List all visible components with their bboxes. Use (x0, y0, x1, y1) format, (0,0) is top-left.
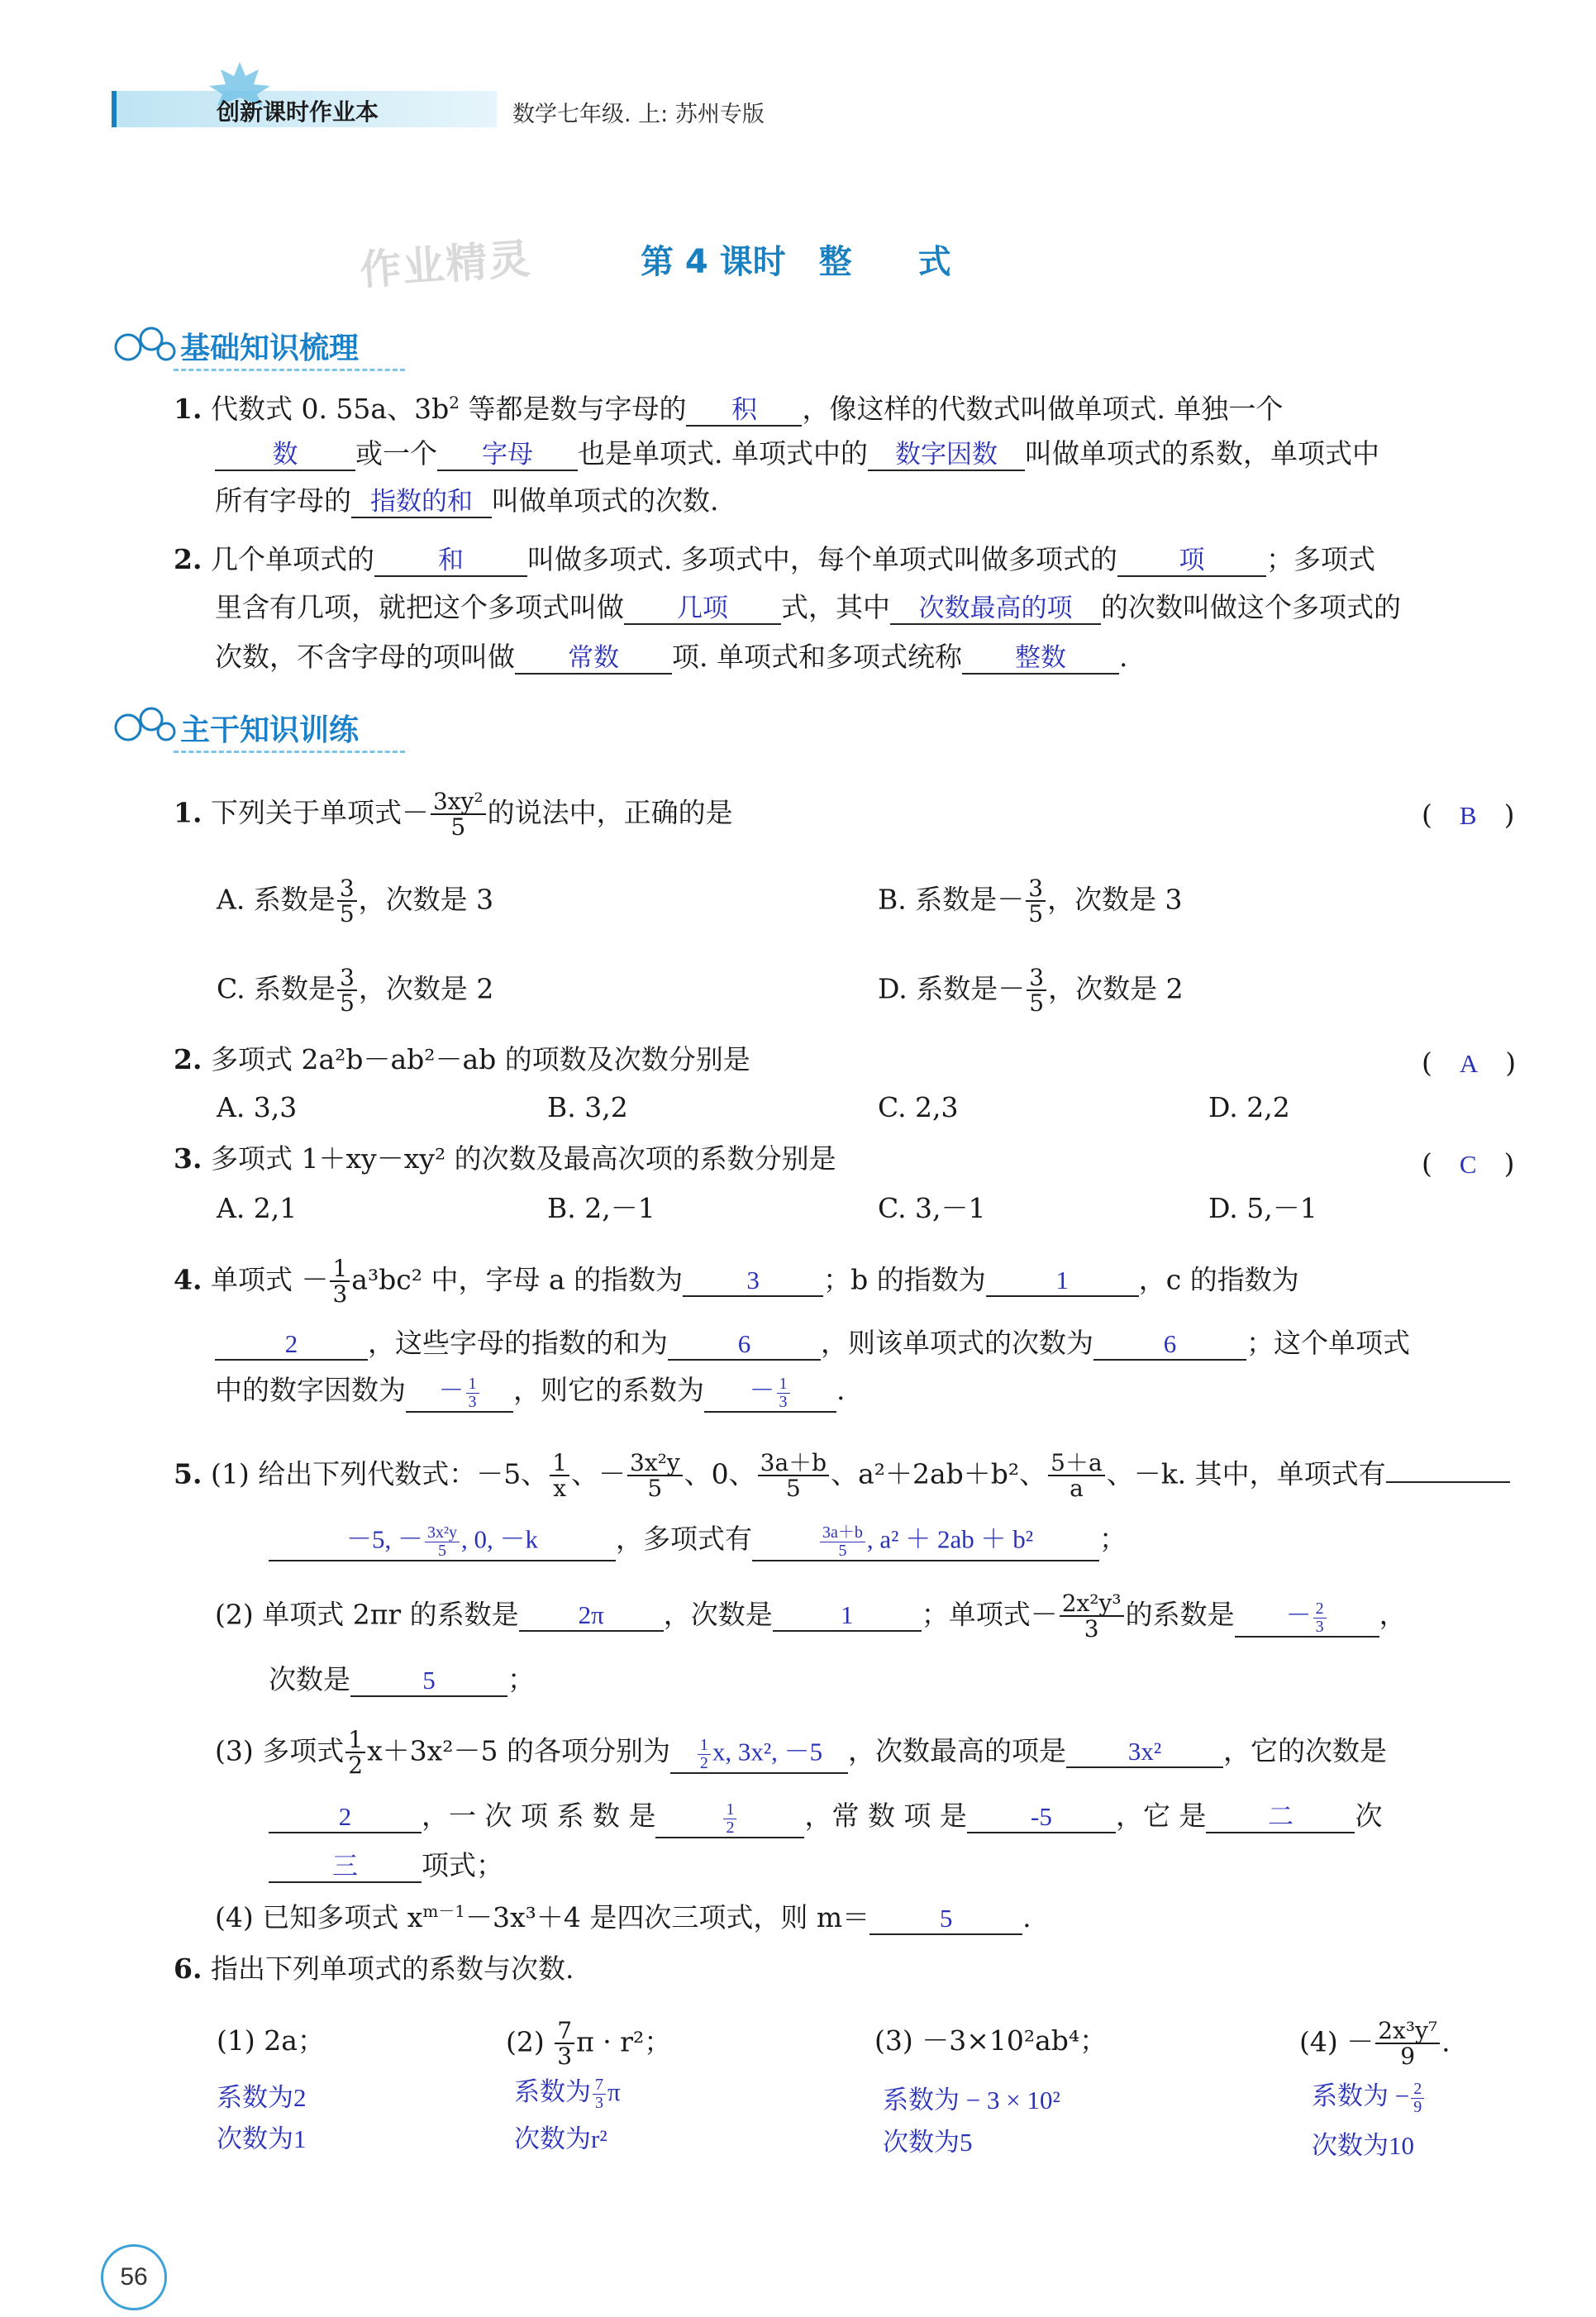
answer-blank: － $\frac{2}{3}$ (1235, 1600, 1379, 1638)
answer-blank: 和 (374, 546, 527, 577)
main-q5-part3-line2: 2 ，一 次 项 系 数 是 $\frac{1}{2}$ ，常 数 项 是 -5 ，它 是 二 次 (269, 1798, 1382, 1838)
main-q1-option-d: D. 系数是－ $\frac{3}{5}$ ，次数是 2 (878, 964, 1184, 1018)
answer-blank: 项 (1117, 546, 1266, 577)
answer-blank: 二 (1206, 1802, 1355, 1833)
main-q3-option-a: A. 2,1 (217, 1192, 298, 1224)
answer-blank: 1 (773, 1600, 922, 1632)
basic-q1-line1: 1. 代数式 0. 55a、$3b^2$ 等都是数与字母的 积 ，像这样的代数式叫做单项式. 单独一个 (174, 393, 1284, 425)
main-q2-stem: 2. 多项式 2a²b－ab²－ab 的项数及次数分别是 (174, 1043, 750, 1075)
answer-blank: -5 (967, 1802, 1116, 1833)
answer-blank: 3x² (1066, 1737, 1223, 1768)
main-q1-option-c: C. 系数是 $\frac{3}{5}$ ，次数是 2 (217, 964, 494, 1018)
section-basic-title: 基础知识梳理 (180, 331, 360, 365)
section-decoration-icon (112, 698, 178, 748)
answer-blank: $\frac{3a+b}{5}$ , a² ＋ 2ab ＋ b² (752, 1524, 1099, 1561)
main-q4-line1: 4. 单项式 － $\frac{1}{3}$ a³bc² 中，字母 a 的指数为 3 ；b 的指数为 1 ，c 的指数为 (174, 1255, 1299, 1309)
answer-blank: － $\frac{1}{3}$ (704, 1375, 836, 1413)
answer-blank: 几项 (624, 594, 781, 625)
answer-blank: 指数的和 (351, 487, 492, 518)
main-q4-line3: 中的数字因数为 － $\frac{1}{3}$ ，则它的系数为 － $\frac{1}{3}$ . (215, 1374, 846, 1412)
answer-blank: 字母 (437, 440, 578, 471)
main-q4-line2: 2 ，这些字母的指数的和为 6 ，则该单项式的次数为 6 ；这个单项式 (215, 1325, 1410, 1361)
answer-blank: 整数 (962, 643, 1119, 675)
main-q6-answer4-coef: 系数为 − $\frac{2}{9}$ (1312, 2075, 1426, 2116)
main-q3-option-b: B. 2,－1 (547, 1192, 655, 1224)
main-q6-item2: (2) $\frac{7}{3}$ π · r²； (506, 2017, 672, 2071)
main-q6-answer3-degree: 次数为5 (883, 2128, 973, 2157)
main-q2-option-d: D. 2,2 (1208, 1091, 1290, 1123)
main-q5-part1-line2: －5, － $\frac{\text{3x²y}}{5}$ , 0, －k ，多项式有 $\frac{3a+b}{5}$ , a² ＋ 2ab ＋ b² ； (269, 1521, 1127, 1561)
answer-blank: 3 (683, 1266, 823, 1297)
main-q5-part4: (4) 已知多项式 $x^{m-1}-3x^3+4$ 是四次三项式，则 m＝ 5 . (215, 1901, 1031, 1933)
watermark: 作业精灵 (358, 234, 534, 295)
main-q5-part2-line1: (2) 单项式 2πr 的系数是 2π ，次数是 1 ；单项式－ $\frac{\text{2x²y³}}{3}$ 的系数是 － $\frac{2}{3}$ ， (215, 1590, 1407, 1643)
answer-blank: 数字因数 (868, 440, 1025, 471)
main-q1-answer-paren: ( B ) (1422, 799, 1515, 831)
answer-blank: 积 (686, 395, 802, 427)
main-q5-part3-line1: (3) 多项式 $\frac{1}{2}$ x＋3x²－5 的各项分别为 $\frac{1}{2}$ x, 3x², －5 ，次数最高的项是 3x² ，它的次数是 (215, 1726, 1387, 1780)
section-basic-underline (174, 369, 405, 371)
basic-q2-line2: 里含有几项，就把这个多项式叫做 几项 式，其中 次数最高的项 的次数叫做这个多项式的 (215, 591, 1401, 623)
section-main-underline (174, 751, 405, 753)
answer-blank: $\frac{1}{2}$ (655, 1801, 804, 1838)
main-q6-answer4-degree: 次数为10 (1312, 2131, 1414, 2160)
main-q1-option-a: A. 系数是 $\frac{3}{5}$ ，次数是 3 (217, 875, 494, 928)
main-q5-part2-line2: 次数是 5 ； (269, 1663, 535, 1695)
main-q2-option-b: B. 3,2 (547, 1091, 628, 1123)
answer-blank: 5 (350, 1666, 507, 1697)
answer-blank: 6 (668, 1329, 821, 1361)
page-number: 56 (101, 2244, 167, 2310)
main-q1-option-b: B. 系数是－ $\frac{3}{5}$ ，次数是 3 (878, 875, 1183, 928)
basic-q1-line3: 所有字母的 指数的和 叫做单项式的次数. (215, 484, 719, 517)
section-main-title: 主干知识训练 (180, 713, 360, 747)
main-q5-part3-line3: 三 项式； (269, 1847, 503, 1884)
basic-q2-line3: 次数，不含字母的项叫做 常数 项. 单项式和多项式统称 整数 . (215, 641, 1128, 673)
answer-blank: 1 (986, 1266, 1139, 1297)
main-q6-answer3-coef: 系数为 − 3 × 10² (883, 2086, 1060, 2114)
main-q6-item1: (1) 2a； (217, 2024, 325, 2057)
main-q3-option-d: D. 5,－1 (1208, 1192, 1317, 1224)
section-decoration-icon (112, 318, 178, 368)
answer-blank: 常数 (515, 643, 672, 675)
book-title: 创新课时作业本 (217, 98, 379, 126)
main-q6-answer2-degree: 次数为r² (514, 2124, 607, 2153)
main-q3-answer-paren: ( C ) (1422, 1147, 1515, 1180)
main-q6-item3: (3) －3×10²ab⁴； (874, 2024, 1108, 2057)
basic-q2-line1: 2. 几个单项式的 和 叫做多项式. 多项式中，每个单项式叫做多项式的 项 ；多项式 (174, 543, 1375, 575)
main-q5-part1-line1: 5. (1) 给出下列代数式：－5、 $\frac{1}{x}$ 、－ $\frac{\text{3x²y}}{5}$ 、0、 $\frac{3a+b}{5}$ 、a²＋2ab＋b²、 $\frac{5+a}{a}$ 、－k. 其中，单项式有 (174, 1451, 1510, 1501)
main-q2-option-a: A. 3,3 (217, 1091, 298, 1123)
answer-blank: 2π (519, 1600, 664, 1632)
main-q2-answer-paren: ( A ) (1422, 1046, 1517, 1079)
basic-q1-line2: 数 或一个 字母 也是单项式. 单项式中的 数字因数 叫做单项式的系数，单项式中 (215, 436, 1379, 472)
answer-blank: 6 (1093, 1329, 1246, 1361)
main-q3-stem: 3. 多项式 1＋xy－xy² 的次数及最高次项的系数分别是 (174, 1142, 836, 1175)
main-q2-option-c: C. 2,3 (878, 1091, 959, 1123)
answer-blank: 三 (269, 1852, 422, 1883)
answer-blank: 次数最高的项 (890, 594, 1101, 625)
answer-blank: 2 (215, 1329, 368, 1361)
answer-blank: － $\frac{1}{3}$ (406, 1375, 513, 1413)
answer-blank: 5 (869, 1904, 1022, 1935)
main-q6-answer1-degree: 次数为1 (217, 2124, 307, 2153)
main-q6-answer2-coef: 系数为 $\frac{7}{3}$ π (514, 2076, 621, 2113)
main-q6-item4: (4) － $\frac{\text{2x³y⁷}}{9}$ . (1299, 2017, 1451, 2071)
main-q1-stem: 1. 下列关于单项式－ $\frac{\text{3xy²}}{5}$ 的说法中，正确的是 (174, 788, 733, 841)
lesson-title: 第 4 课时 整 式 (641, 243, 951, 281)
main-q6-stem: 6. 指出下列单项式的系数与次数. (174, 1952, 574, 1985)
main-q6-answer1-coef: 系数为2 (217, 2083, 307, 2112)
main-q3-option-c: C. 3,－1 (878, 1192, 986, 1224)
book-subtitle: 数学七年级. 上: 苏州专版 (512, 102, 765, 127)
answer-blank: 2 (269, 1802, 422, 1833)
answer-blank: $\frac{1}{2}$ x, 3x², －5 (670, 1737, 848, 1774)
answer-blank: 数 (215, 440, 355, 471)
answer-blank: －5, － $\frac{\text{3x²y}}{5}$ , 0, －k (269, 1524, 616, 1561)
